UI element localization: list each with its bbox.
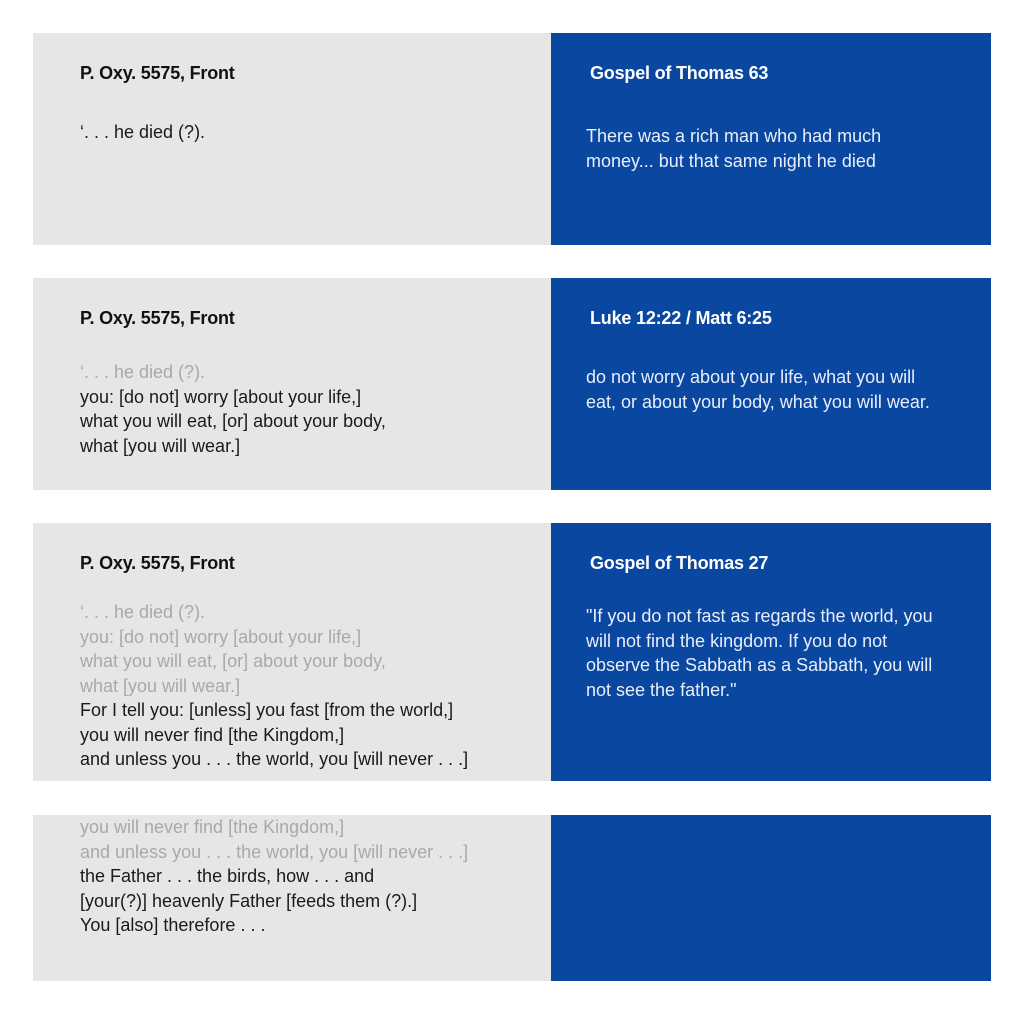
papyrus-line-faded: what [you will wear.] (80, 675, 241, 696)
papyrus-title: P. Oxy. 5575, Front (80, 63, 235, 83)
comparison-panel-3 (33, 523, 991, 781)
papyrus-line-faded: you: [do not] worry [about your life,] (80, 626, 362, 647)
parallel-text-box (551, 33, 991, 245)
papyrus-lines (80, 815, 468, 938)
papyrus-title: P. Oxy. 5575, Front (80, 553, 235, 573)
papyrus-title: P. Oxy. 5575, Front (80, 308, 235, 328)
papyrus-lines (80, 360, 386, 458)
papyrus-line: ‘. . . he died (?). (80, 122, 206, 142)
papyrus-line: you: [do not] worry [about your life,] (80, 386, 362, 407)
papyrus-text-box (33, 815, 551, 981)
papyrus-line-faded: you will never find [the Kingdom,] (80, 817, 345, 837)
papyrus-line: [your(?)] heavenly Father [feeds them (?).] (80, 890, 418, 911)
papyrus-line: and unless you . . . the world, you [will never . . .] (80, 749, 469, 769)
papyrus-line-faded: and unless you . . . the world, you [will never . . .] (80, 841, 469, 862)
parallel-title: Gospel of Thomas 27 (590, 553, 769, 573)
comparison-panel-1 (33, 33, 991, 245)
papyrus-line: For I tell you: [unless] you fast [from the world,] (80, 700, 454, 720)
papyrus-line: You [also] therefore . . . (80, 915, 266, 935)
parallel-text-box (551, 523, 991, 781)
parallel-title: Luke 12:22 / Matt 6:25 (590, 308, 772, 328)
papyrus-lines (80, 600, 468, 772)
papyrus-line-faded: ‘. . . he died (?). (80, 362, 206, 382)
papyrus-text-box (33, 278, 551, 490)
papyrus-line: what you will eat, [or] about your body, (80, 411, 386, 431)
papyrus-text-box (33, 523, 551, 781)
comparison-panel-2 (33, 278, 991, 490)
comparison-panel-4 (33, 815, 991, 981)
papyrus-line: the Father . . . the birds, how . . . and (80, 866, 375, 886)
papyrus-line: what [you will wear.] (80, 435, 241, 456)
papyrus-line-faded: ‘. . . he died (?). (80, 602, 206, 622)
papyrus-line: you will never find [the Kingdom,] (80, 724, 345, 745)
papyrus-text-box (33, 33, 551, 245)
papyrus-line-faded: what you will eat, [or] about your body, (80, 651, 386, 671)
parallel-quote: "If you do not fast as regards the world, you will not find the kingdom. If you do not observe the Sabbath as a Sabbath, you will not see the father." (586, 606, 933, 700)
parallel-quote: There was a rich man who had much money... but that same night he died (586, 126, 882, 171)
parallel-text-box (551, 278, 991, 490)
parallel-title: Gospel of Thomas 63 (590, 63, 769, 83)
parallel-text-box (551, 815, 991, 981)
parallel-quote: do not worry about your life, what you will eat, or about your body, what you will wear. (586, 367, 930, 412)
papyrus-lines (80, 120, 205, 145)
